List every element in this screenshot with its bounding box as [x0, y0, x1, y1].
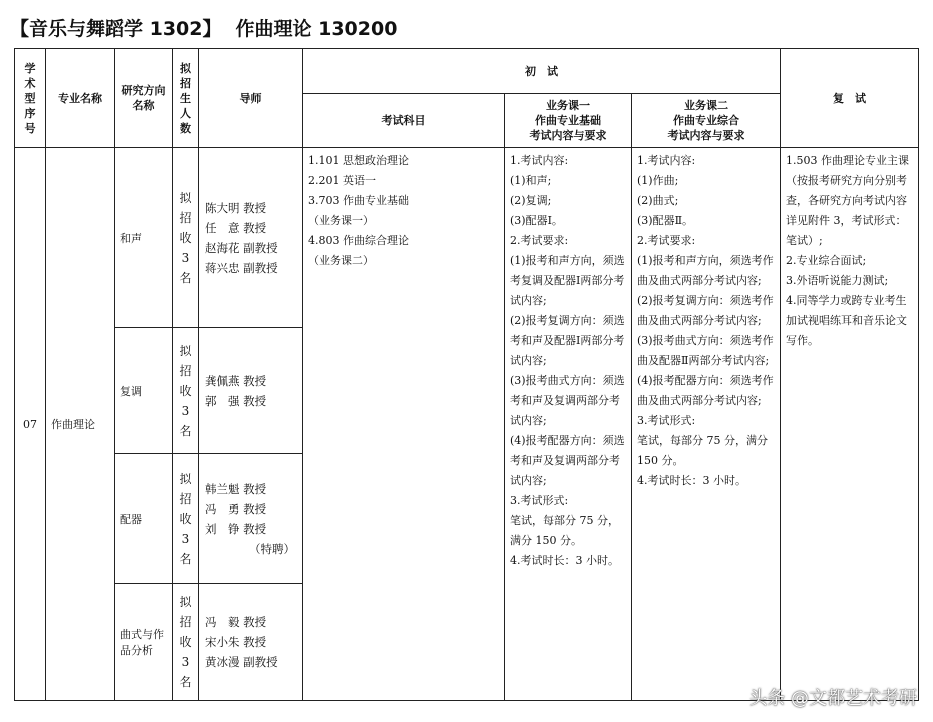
- admission-table: [14, 48, 919, 701]
- list-item: (2)报考复调方向：须选考作曲及曲式两部分考试内容;: [637, 294, 774, 327]
- list-item: (2)报考复调方向：须选考和声及配器Ⅰ两部分考试内容;: [510, 314, 625, 367]
- list-item: 1.考试内容:: [510, 154, 569, 167]
- tutor-name: 龚佩燕 教授: [205, 373, 267, 388]
- list-item: (1)报考和声方向，须选考作曲及曲式两部分考试内容;: [637, 254, 774, 287]
- list-item: (3)报考曲式方向：须选考和声及复调两部分考试内容;: [510, 374, 625, 427]
- header-retest: 复 试: [781, 49, 919, 148]
- tutor-name: 宋小朱 教授: [205, 635, 267, 649]
- header-subjects: 考试科目: [303, 94, 505, 148]
- direction-tutors: [199, 584, 303, 701]
- direction-tutors: [199, 148, 303, 328]
- tutor-name: 冯 毅 教授: [205, 615, 267, 629]
- direction-quota: [173, 454, 199, 584]
- table-row: [15, 148, 919, 328]
- quota-char: 3: [181, 655, 190, 669]
- tutor-name: 郭 强 教授: [205, 393, 267, 408]
- quota-char: 拟: [179, 343, 192, 358]
- tutor-name: 刘 铮 教授: [205, 521, 267, 536]
- list-item: 笔试，每部分 75 分，满分 150 分。: [637, 434, 768, 467]
- list-item: 4.同等学力或跨专业考生加试视唱练耳和音乐论文写作。: [786, 294, 908, 347]
- list-item: (1)作曲;: [637, 174, 679, 187]
- quota-char: 名: [179, 423, 192, 438]
- list-item: 3.考试形式:: [510, 494, 569, 507]
- quota-char: 拟: [179, 471, 192, 486]
- quota-char: 收: [179, 635, 192, 649]
- list-item: 3.外语听说能力测试;: [786, 274, 889, 287]
- header-quota-char: 招: [180, 76, 191, 90]
- list-item: (3)配器Ⅰ。: [510, 214, 563, 227]
- direction-name: 曲式与作 品分析: [115, 584, 173, 701]
- direction-name: 复调: [115, 328, 173, 454]
- course2-list: [632, 148, 781, 701]
- tutor-name: 赵海花 副教授: [205, 240, 278, 255]
- quota-char: 拟: [179, 190, 192, 205]
- header-direction: 研究方向 名称: [115, 49, 173, 148]
- list-item: 1.考试内容:: [637, 154, 696, 167]
- course1-list: [505, 148, 632, 701]
- list-item: 4.考试时长：3 小时。: [510, 554, 619, 567]
- title-code: 【音乐与舞蹈学 1302】: [10, 18, 222, 40]
- list-item: 3.考试形式:: [637, 414, 696, 427]
- direction-quota: [173, 328, 199, 454]
- quota-char: 名: [179, 551, 192, 566]
- list-item: 2.考试要求:: [510, 234, 569, 247]
- quota-char: 收: [179, 511, 192, 526]
- direction-name: 配器: [115, 454, 173, 584]
- tutor-name: 冯 勇 教授: [205, 501, 267, 516]
- quota-char: 招: [179, 491, 192, 506]
- header-seq: [15, 49, 46, 148]
- quota-char: 招: [179, 210, 192, 225]
- quota-char: 3: [181, 403, 190, 418]
- quota-char: 3: [181, 250, 190, 265]
- list-item: (1)报考和声方向，须选考复调及配器Ⅰ两部分考试内容;: [510, 254, 625, 307]
- list-item: (3)配器Ⅱ。: [637, 214, 694, 227]
- list-item: (3)报考曲式方向：须选考作曲及配器Ⅱ两部分考试内容;: [637, 334, 774, 367]
- header-quota-char: 数: [180, 121, 191, 135]
- seq-cell: 07: [15, 148, 46, 701]
- quota-char: 名: [179, 270, 192, 285]
- retest-list: [781, 148, 919, 701]
- header-seq-char: 序: [24, 106, 36, 120]
- quota-char: 招: [179, 363, 192, 378]
- list-item: （业务课一）: [308, 214, 374, 227]
- tutor-name: 黄冰漫 副教授: [205, 655, 278, 669]
- list-item: (1)和声;: [510, 174, 552, 187]
- quota-char: 收: [179, 230, 192, 245]
- list-item: 笔试，每部分 75 分，满分 150 分。: [510, 514, 619, 547]
- header-quota-char: 生: [180, 91, 191, 105]
- list-item: 2.201 英语一: [308, 174, 376, 187]
- quota-char: 拟: [179, 595, 192, 609]
- list-item: (4)报考配器方向：须选考作曲及曲式两部分考试内容;: [637, 374, 774, 407]
- header-seq-char: 号: [24, 121, 36, 135]
- header-seq-char: 型: [24, 91, 36, 105]
- quota-char: 3: [181, 531, 190, 546]
- tutor-name: 韩兰魁 教授: [205, 481, 267, 496]
- header-course2: 业务课二 作曲专业综合 考试内容与要求: [632, 94, 781, 148]
- page-title: [10, 12, 397, 46]
- list-item: 1.503 作曲理论专业主课（按报考研究方向分别考查，各研究方向考试内容详见附件 3，考试形式：笔试）;: [786, 154, 910, 247]
- tutor-name: 蒋兴忠 副教授: [205, 260, 278, 275]
- header-quota-char: 人: [180, 106, 191, 120]
- header-quota-char: 拟: [180, 61, 191, 75]
- list-item: 1.101 思想政治理论: [308, 154, 409, 167]
- direction-tutors: [199, 328, 303, 454]
- list-item: 4.考试时长：3 小时。: [637, 474, 746, 487]
- list-item: (2)曲式;: [637, 194, 679, 207]
- quota-char: 招: [179, 615, 192, 629]
- direction-quota: [173, 148, 199, 328]
- tutor-name: 陈大明 教授: [205, 200, 267, 215]
- header-initial: 初 试: [303, 49, 781, 94]
- header-major: 专业名称: [46, 49, 115, 148]
- quota-char: 名: [179, 675, 192, 689]
- header-seq-char: 学: [24, 61, 36, 75]
- quota-char: 收: [179, 383, 192, 398]
- header-tutor: 导师: [199, 49, 303, 148]
- list-item: 2.专业综合面试;: [786, 254, 867, 267]
- list-item: 4.803 作曲综合理论: [308, 234, 409, 247]
- list-item: 3.703 作曲专业基础: [308, 194, 409, 207]
- tutor-note: （特聘）: [249, 541, 295, 556]
- list-item: (4)报考配器方向：须选考和声及复调两部分考试内容;: [510, 434, 625, 487]
- title-major: 作曲理论 130200: [235, 18, 398, 40]
- list-item: （业务课二）: [308, 254, 374, 267]
- direction-tutors: [199, 454, 303, 584]
- tutor-name: 任 意 教授: [205, 220, 267, 235]
- direction-name: 和声: [115, 148, 173, 328]
- subjects-list: [303, 148, 505, 701]
- watermark: 头条 @文都艺术考研: [749, 688, 917, 709]
- list-item: 2.考试要求:: [637, 234, 696, 247]
- direction-quota: [173, 584, 199, 701]
- header-seq-char: 术: [24, 76, 36, 90]
- header-quota: [173, 49, 199, 148]
- list-item: (2)复调;: [510, 194, 552, 207]
- major-cell: 作曲理论: [46, 148, 115, 701]
- header-course1: 业务课一 作曲专业基础 考试内容与要求: [505, 94, 632, 148]
